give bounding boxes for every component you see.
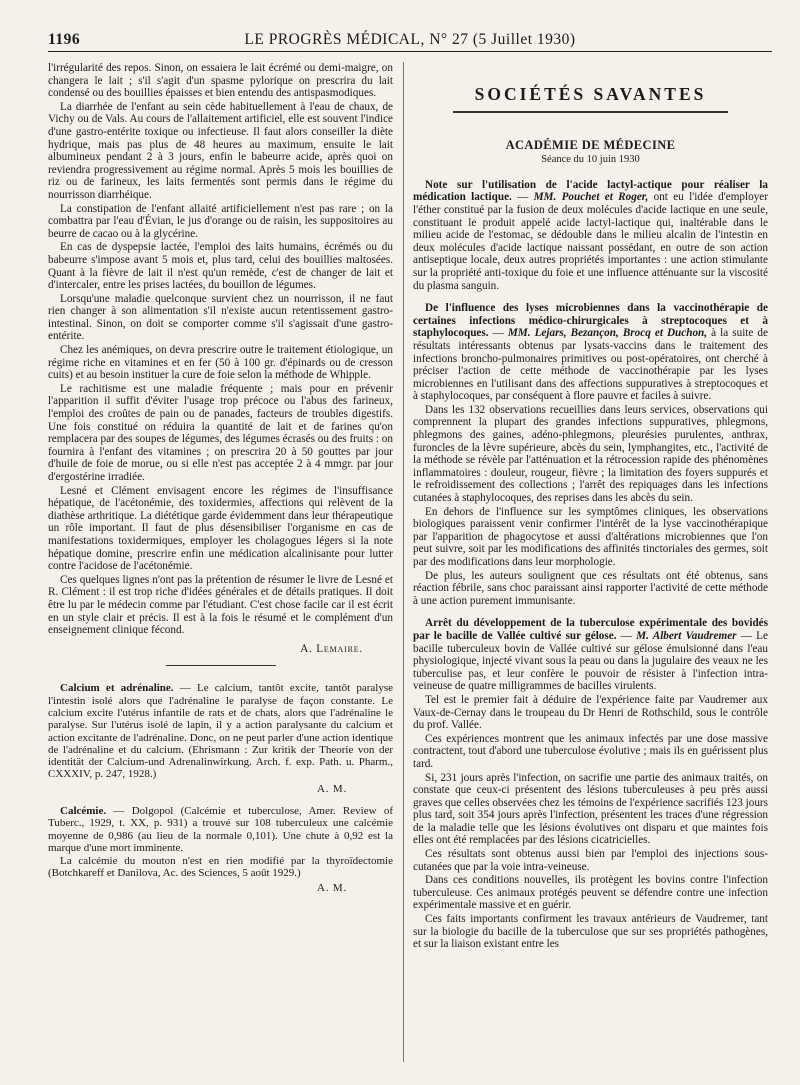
column-divider: [403, 62, 404, 1062]
running-title: LE PROGRÈS MÉDICAL, N° 27 (5 Juillet 1930): [244, 31, 576, 48]
paragraph: Dans les 132 observations recueillies dans leurs services, observations qui comprennent la plupart des grandes infections suppuratives, phlegmons, phlegmons des gaines, adéno-phlegmons, pleurésies purulentes, anthrax, furoncles de la lèvre supérieure, abcès du sein, lymphangites, etc., l'activité de la méthode se révèle par l'atténuation et la rétrocession rapide des phénomènes inflammatoires : douleur, rougeur, fièvre ; la limitation des foyers suppurés et le refroidissement des collections ; l'arrêt des repiquages dans les infections cutanées à staphylocoques, des reprises dans les abcès du sein.: [413, 403, 768, 505]
paragraph: La diarrhée de l'enfant au sein cède habituellement à l'eau de chaux, de Vichy ou de Vals. Au cours de l'allaitement artificiel, elle est souvent l'indice d'une gastro-entérite toxique ou infectieuse. Il faut alors conseiller la diète hydrique, mais pas plus de 48 heures au maximum, ensuite le lait albumineux pendant 2 à 3 jours, enfin le babeurre acide, après quoi on reviendra progressivement au régime normal. Après 5 mois les bouillies de riz ou de farineux, les laits fermentés sont permis dans le régime du nourrisson diarrhéique.: [48, 100, 393, 201]
paragraph: Ces quelques lignes n'ont pas la prétention de résumer le livre de Lesné et R. Clément : il est trop riche d'idées générales et de détails pratiques. Il doit être lu par le médecin comme par l'étudiant. C'est chose facile car il est écrit en un style clair et précis. Il est à la fois le résumé et le complément d'un enseignement clinique fécond.: [48, 573, 393, 637]
article-lyses-microbiennes: De l'influence des lyses microbiennes dans la vaccinothérapie de certaines infections médico-chirurgicales à streptocoques et à staphylocoques. — MM. Lejars, Bezançon, Brocq et Duchon, à la suite de résultats intéressants obtenus par lysats-vaccins dans le traitement des infections broncho-pulmonaires primitives ou post-opératoires, ont cherché à préciser l'action de cette méthode de vaccinothérapie par les lyses microbiennes en l'utilisant dans des affections suppuratives à streptocoques et à staphylocoques, par conséquent à flore pauvre et faciles à suivre. Dans les 132 observations recueillies dans leurs services, observations qui comprennent la plupart des grandes infections suppuratives, phlegmons, phlegmons des gaines, adéno-phlegmons, pleurésies purulentes, anthrax, furoncles de la lèvre supérieure, abcès du sein, lymphangites, etc., l'activité de la méthode se révèle par l'atténuation et la rétrocession rapide des phénomènes inflammatoires : douleur, rougeur, fièvre ; la limitation des foyers suppurés et le refroidissement des collections ; l'arrêt des repiquages dans les infections cutanées à staphylocoques, des reprises dans les abcès du sein. En dehors de l'influence sur les symptômes cliniques, les observations biologiques paraissent venir confirmer l'intérêt de la lyse vaccinothérapique par l'apparition de phagocytose et aussi d'altérations microbiennes que l'on peut suivre, soit par les modifications des affinités tinctoriales des germes, soit par des modifications dans leur morphologie. De plus, les auteurs soulignent que ces résultats ont été obtenus, sans réaction fébrile, sans choc paraissant ainsi rapporter l'activité de cette méthode à une action purement immunisante.: [413, 302, 768, 607]
paragraph: De plus, les auteurs soulignent que ces résultats ont été obtenus, sans réaction fébrile, sans choc paraissant ainsi rapporter l'activité de cette méthode à une action purement immunisante.: [413, 569, 768, 607]
article-lactyl-lactique: Note sur l'utilisation de l'acide lactyl-actique pour réaliser la médication lactique. — MM. Pouchet et Roger, ont eu l'idée d'employer l'éther constitué par la fusion de deux molécules d'acide lactique en une seule, constituant le produit appelé acide lactyl-lactique qui, inaltérable dans le milieu acide de l'estomac, se dédouble dans le milieu alcalin de l'intestin en deux molécules d'acide lactique naissant possédant, en outre de son action antiseptique locale, deux autres propriétés importantes : une action stimulante sur la propriété anti-toxique du foie et une influence atténuante sur la viscosité du plasma sanguin.: [413, 178, 768, 292]
paragraph: La constipation de l'enfant allaité artificiellement n'est pas rare ; on la combattra par l'eau d'Évian, le jus d'orange ou de raisin, les suppositoires au beurre de cacao ou à la glycérine.: [48, 202, 393, 240]
section-rule: [453, 111, 728, 113]
review-calcium-adrenaline: [48, 682, 393, 795]
review-title: Calcium et adrénaline.: [60, 682, 174, 695]
academy-heading: ACADÉMIE DE MÉDECINE: [505, 137, 676, 152]
page-number: 1196: [48, 31, 81, 48]
session-date: Séance du 10 juin 1930: [541, 154, 640, 166]
paragraph: Ces résultats sont obtenus aussi bien par l'emploi des injections sous-cutanées que par la voie intra-veineuse.: [413, 848, 768, 873]
article-authors: M. Albert Vaudremer: [636, 629, 737, 642]
paragraph: Chez les anémiques, on devra prescrire outre le traitement étiologique, un régime riche en vitamines et en fer (50 à 100 gr. d'épinards ou de cresson cuits) et au besoin instituer la cure de foie selon la méthode de Whipple.: [48, 344, 393, 382]
article-title: Note sur l'utilisation de l'acide lactyl-actique pour réaliser la médication lactique.: [413, 178, 768, 204]
article-text: à la suite de résultats intéressants obtenus par lysats-vaccins dans le traitement des infections broncho-pulmonaires primitives ou post-opératoires, ont cherché à préciser l'action de cette méthode de vaccinothérapie par les lyses microbiennes en l'utilisant dans des affections suppuratives à streptocoques et à staphylocoques, par conséquent à flore pauvre et faciles à suivre.: [413, 327, 768, 403]
right-column: [413, 62, 768, 961]
separator-rule: [166, 665, 276, 666]
review-calcemie: [48, 805, 393, 894]
paragraph: En dehors de l'influence sur les symptômes cliniques, les observations biologiques paraissent venir confirmer l'intérêt de la lyse vaccinothérapique par l'apparition de phagocytose et aussi d'altérations microbiennes que l'on peut suivre, soit par les modifications des affinités tinctoriales des germes, soit par des modifications dans leur morphologie.: [413, 505, 768, 568]
article-text: — Le bacille tuberculeux bovin de Vallée cultivé sur gélose émulsionné dans l'eau physiologique, injecté vivant sous la peau ou dans la jugulaire des veaux ne les tuberculise pas, et leur confère le pouvoir de résister à l'infection intra-veineuse de quatre milligrammes de bacilles virulents.: [413, 629, 768, 693]
review-title: Calcémie.: [60, 804, 107, 817]
paragraph: Dans ces conditions nouvelles, ils protègent les bovins contre l'infection tuberculeuse. Ces animaux protégés peuvent se défendre contre une infection expérimentale massive et en guérir.: [413, 874, 768, 912]
article-authors: MM. Lejars, Bezançon, Brocq et Duchon,: [507, 327, 708, 340]
article-title: Arrêt du développement de la tuberculose expérimentale des bovidés par le bacille de Vallée cultivé sur gélose.: [413, 617, 768, 642]
paragraph: Si, 231 jours après l'infection, on sacrifie une partie des animaux traités, on constate que ceux-ci présentent des lésions tuberculeuses à peu près aussi graves que celles observées chez les témoins de l'expérience sacrifiés 123 jours plus tard, soit 354 jours après l'infection, présentent les traces d'une régression de la maladie telle que les lésions évolutives ont disparu et que maintes fois elles ont été remplacées par des lésions cicatricielles.: [413, 771, 768, 847]
article-authors: MM. Pouchet et Roger,: [533, 191, 649, 204]
paragraph: Lesné et Clément envisagent encore les régimes de l'insuffisance hépatique, de l'acétonémie, des toxidermies, affections qui relèvent de la diathèse arthritique. La diététique garde évidemment dans leur thérapeutique un rôle important. Il faut de plus désensibiliser l'organisme en cas de manifestations toxidermiques, employer les cholagogues légers si la note hépatique domine, prescrire enfin une médication alcalinisante pour lutter contre l'acidose de l'acétonémie.: [48, 484, 393, 573]
page-header: [48, 31, 772, 52]
review-text: — Dolgopol (Calcémie et tuberculose, Amer. Review of Tuberc., 1929, t. XX, p. 931) a trouvé sur 108 tuberculeux une calcémie moyenne de 0,986 (au lieu de la normale 0,101). Une chute à 0,92 est la marque d'une mort imminente.: [48, 804, 393, 854]
review-text-2: La calcémie du mouton n'est en rien modifié par la thyroïdectomie (Botchkareff et Danilova, Ac. des Sciences, 5 août 1929.): [48, 855, 393, 880]
section-title: SOCIÉTÉS SAVANTES: [474, 84, 707, 104]
review-signature: A. M.: [317, 782, 347, 795]
paragraph: Lorsqu'une maladie quelconque survient chez un nourrisson, il ne faut rien changer à son alimentation s'il n'existe aucun retentissement gastro-intestinal. Sinon, on doit se comporter comme s'il s'agissait d'une gastro-entérite.: [48, 292, 393, 343]
article-title: De l'influence des lyses microbiennes dans la vaccinothérapie de certaines infections médico-chirurgicales à streptocoques et à staphylocoques.: [413, 302, 768, 340]
review-text: — Le calcium, tantôt excite, tantôt paralyse l'intestin isolé alors que l'adrénaline le paralyse de façon constante. Le calcium excite l'utérus infantile de rats et de chats, alors que l'adrénaline le paralyse. Sur l'utérus isolé de lapin, il y a action paralysante du calcium et action excitante de l'adrénaline. Donc, on ne peut parler d'une action identique de l'adrénaline et du calcium. (Ehrismann : Zur kritik der Theorie von der identität der Calcium-und Adrenalinwirkung. Arch. f. exp. Path. u. Pharm., CXXXIV, p. 247, 1928.): [48, 682, 393, 781]
paragraph: Ces expériences montrent que les animaux infectés par une dose massive contractent, tout d'abord une tuberculose évolutive ; mais ils en guérissent plus tard.: [413, 732, 768, 770]
left-column: [48, 62, 393, 904]
author-signature: A. Lemaire.: [300, 642, 363, 655]
review-signature: A. M.: [317, 881, 347, 894]
paragraph: Le rachitisme est une maladie fréquente ; mais pour en prévenir l'apparition il suffit d'éviter l'usage trop précoce ou l'abus des farineux, l'emploi des croûtes de pain ou de panades, facteurs de troubles digestifs. Une fois constitué on réduira la quantité de lait et de farines qu'on remplacera par des soupes de légumes, des légumes écrasés ou des fruits : on fournira à l'enfant des vitamines ; on prescrira 20 à 50 gouttes par jour d'huile de foie de morue, ou si elle n'est pas acceptée 2 à 4 mmgr. par jour d'ergostérine irradiée.: [48, 382, 393, 483]
paragraph: Ces faits importants confirment les travaux antérieurs de Vaudremer, tant sur la biologie du bacille de la tuberculose que sur ses propriétés pathogènes, et sur la liaison existant entre les: [413, 913, 768, 951]
article-text: ont eu l'idée d'employer l'éther constitué par la fusion de deux molécules d'acide lactique en une seule, constituant le produit appelé acide lactyl-lactique qui, inaltérable dans le milieu acide de l'estomac, se dédouble dans le milieu alcalin de l'intestin en deux molécules d'acide lactique naissant possédant, en outre de son action antiseptique locale, deux autres propriétés importantes : une action stimulante sur la propriété anti-toxique du foie et une influence atténuante sur la viscosité du plasma sanguin.: [413, 191, 768, 292]
paragraph: l'irrégularité des repos. Sinon, on essaiera le lait écrémé ou demi-maigre, on changera le lait ; s'il s'agit d'un spasme pylorique on prescrira du lait condensé ou des bouillies épaisses et bien entendu des antispasmodiques.: [48, 62, 393, 100]
paragraph: Tel est le premier fait à déduire de l'expérience faite par Vaudremer aux Vaux-de-Cernay dans le troupeau du Dr Henri de Rothschild, sous le contrôle du prof. Vallée.: [413, 693, 768, 732]
article-tuberculose-bovides: Arrêt du développement de la tuberculose expérimentale des bovidés par le bacille de Vallée cultivé sur gélose. — M. Albert Vaudremer — Le bacille tuberculeux bovin de Vallée cultivé sur gélose émulsionné dans l'eau physiologique, injecté vivant sous la peau ou dans la jugulaire des veaux ne les tuberculise pas, et leur confère le pouvoir de résister à l'infection intra-veineuse de quatre milligrammes de bacilles virulents. Tel est le premier fait à déduire de l'expérience faite par Vaudremer aux Vaux-de-Cernay dans le troupeau du Dr Henri de Rothschild, sous le contrôle du prof. Vallée. Ces expériences montrent que les animaux infectés par une dose massive contractent, tout d'abord une tuberculose évolutive ; mais ils en guérissent plus tard. Si, 231 jours après l'infection, on sacrifie une partie des animaux traités, on constate que ceux-ci présentent des lésions tuberculeuses à peu près aussi graves que celles observées chez les témoins de l'expérience sacrifiés 123 jours plus tard, soit 354 jours après l'infection, présentent les traces d'une régression de la maladie telle que les lésions évolutives ont disparu et que maintes fois elles ont été remplacées par des lésions cicatricielles. Ces résultats sont obtenus aussi bien par l'emploi des injections sous-cutanées que par la voie intra-veineuse. Dans ces conditions nouvelles, ils protègent les bovins contre l'infection tuberculeuse. Ces animaux protégés peuvent se défendre contre une infection expérimentale massive et en guérir. Ces faits importants confirment les travaux antérieurs de Vaudremer, tant sur la biologie du bacille de la tuberculose que sur ses propriétés pathogènes, et sur la liaison existant entre les: [413, 617, 768, 951]
paragraph: En cas de dyspepsie lactée, l'emploi des laits humains, écrémés ou du babeurre s'impose avant 5 mois et, plus tard, celui des bouillies maltosées. Quant à la fièvre de lait il n'est qu'un remède, c'est de changer de lait et d'intercaler, entre les prises lactées, du bouillon de légumes.: [48, 241, 393, 292]
